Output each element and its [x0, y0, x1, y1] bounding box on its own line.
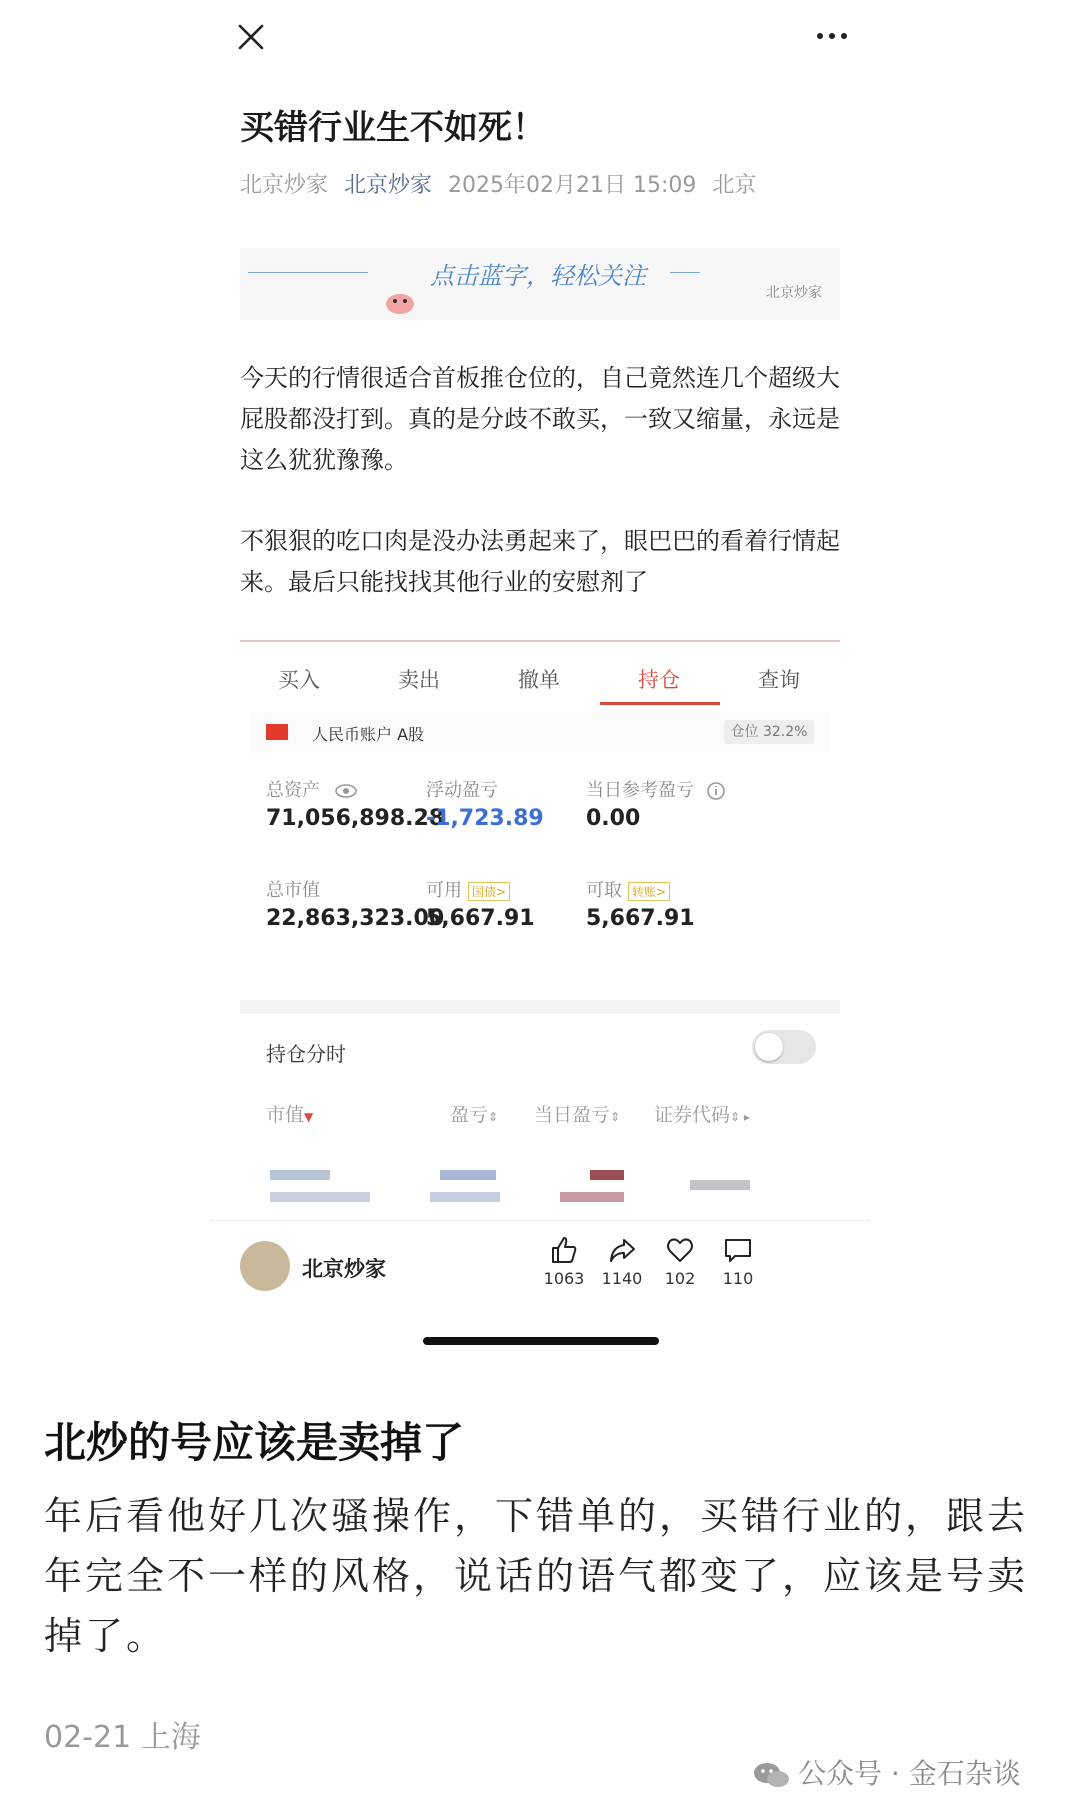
share-button[interactable]: [592, 1235, 652, 1288]
info-icon[interactable]: [706, 781, 726, 801]
account-label: 人民币账户 A股: [312, 725, 425, 744]
thumbs-up-icon: [549, 1235, 579, 1265]
china-flag-icon: [266, 724, 288, 740]
comment-icon: [723, 1235, 753, 1265]
floating-pl-label: 浮动盈亏: [426, 780, 498, 801]
close-icon[interactable]: [236, 22, 266, 52]
publish-location: 北京: [712, 173, 757, 198]
market-value-label: 总市值: [266, 880, 320, 901]
trading-screenshot: [240, 640, 840, 1220]
account-link[interactable]: 北京炒家: [344, 173, 433, 198]
sort-icon: ⇕: [488, 1110, 499, 1124]
tab-cancel[interactable]: 撤单: [518, 668, 560, 692]
post-title: 北炒的号应该是卖掉了: [44, 1418, 465, 1467]
article-title: 买错行业生不如死！: [240, 108, 546, 148]
blurred-cell: [270, 1192, 370, 1202]
blurred-cell: [690, 1180, 750, 1190]
column-label: 盈亏: [450, 1104, 489, 1126]
transfer-tag[interactable]: 转账>: [628, 882, 670, 901]
treasury-tag[interactable]: 国债>: [468, 882, 510, 901]
heart-icon: [665, 1235, 695, 1265]
holdings-intraday-toggle[interactable]: [752, 1030, 816, 1064]
tab-query[interactable]: 查询: [758, 668, 800, 692]
eye-icon[interactable]: [334, 783, 358, 799]
column-label: 市值: [266, 1104, 305, 1126]
banner-source: 北京炒家: [766, 285, 822, 301]
day-pl-value: 0.00: [586, 806, 641, 831]
banner-line-left: [248, 272, 368, 273]
withdrawable-label: [586, 876, 670, 902]
home-indicator[interactable]: [423, 1337, 659, 1345]
favorite-count: 102: [664, 1269, 696, 1288]
blurred-cell: [590, 1170, 624, 1180]
author-name: 北京炒家: [240, 173, 329, 198]
sort-icon: ⇕: [610, 1110, 621, 1124]
total-assets-value: 71,056,898.28: [266, 806, 445, 831]
mascot-icon: [380, 286, 420, 316]
column-market-value[interactable]: [266, 1100, 313, 1127]
article-paragraph: 今天的行情很适合首板推仓位的，自己竟然连几个超级大屁股都没打到。真的是分歧不敢买，一致又缩量，永远是这么犹犹豫豫。: [240, 364, 840, 474]
sort-icon: ▼: [304, 1110, 314, 1124]
footer-author[interactable]: 北京炒家: [302, 1257, 386, 1281]
publish-datetime: 2025年02月21日 15:09: [448, 173, 697, 198]
comment-button[interactable]: [708, 1235, 768, 1288]
wechat-icon: [752, 1760, 792, 1790]
like-button[interactable]: [534, 1235, 594, 1288]
tab-holdings[interactable]: 持仓: [638, 668, 680, 692]
blurred-cell: [560, 1192, 624, 1202]
watermark: [752, 1752, 1021, 1792]
column-pl[interactable]: [450, 1100, 498, 1127]
account-row[interactable]: [250, 712, 830, 752]
article-paragraph: 不狠狠的吃口肉是没办法勇起来了，眼巴巴的看着行情起来。最后只能找找其他行业的安慰剂了: [240, 527, 840, 596]
comment-count: 110: [722, 1269, 754, 1288]
tab-buy[interactable]: 买入: [278, 668, 320, 692]
share-icon: [607, 1235, 637, 1265]
market-value: 22,863,323.00: [266, 906, 445, 931]
top-rule: [240, 640, 840, 642]
active-tab-indicator: [600, 702, 720, 705]
tab-sell[interactable]: 卖出: [398, 668, 440, 692]
section-divider: [240, 1000, 840, 1014]
share-count: 1140: [601, 1269, 643, 1288]
favorite-button[interactable]: [650, 1235, 710, 1288]
day-pl-label: [586, 776, 726, 802]
article-meta: [240, 168, 756, 199]
floating-pl-value: -1,723.89: [426, 806, 544, 831]
post-body: 年后看他好几次骚操作，下错单的，买错行业的，跟去年完全不一样的风格，说话的语气都变了，应该是号卖掉了。: [44, 1494, 1029, 1658]
position-ratio: 仓位 32.2%: [724, 720, 814, 744]
like-count: 1063: [543, 1269, 585, 1288]
blurred-cell: [440, 1170, 496, 1180]
column-day-pl[interactable]: [534, 1100, 620, 1127]
more-icon[interactable]: [812, 24, 852, 48]
total-assets-text: 总资产: [266, 780, 320, 801]
follow-banner[interactable]: [240, 248, 840, 320]
blurred-cell: [270, 1170, 330, 1180]
day-pl-text: 当日参考盈亏: [586, 780, 694, 801]
column-label: 当日盈亏: [534, 1104, 611, 1126]
toggle-knob: [755, 1033, 783, 1061]
article-footer: [210, 1220, 870, 1321]
column-label: 证券代码: [654, 1104, 731, 1126]
post-date: 02-21 上海: [44, 1720, 201, 1755]
avatar[interactable]: [240, 1241, 290, 1291]
blurred-cell: [430, 1192, 500, 1202]
sort-icon: ⇕ ▸: [730, 1110, 750, 1124]
available-label: [426, 876, 510, 902]
banner-line-right: [670, 272, 700, 273]
withdrawable-text: 可取: [586, 880, 622, 901]
banner-text: 点击蓝字，轻松关注: [430, 262, 646, 290]
available-value: 5,667.91: [426, 906, 535, 931]
column-code[interactable]: [654, 1100, 750, 1127]
holdings-intraday-label: 持仓分时: [266, 1042, 346, 1066]
available-text: 可用: [426, 880, 462, 901]
watermark-text: 公众号 · 金石杂谈: [798, 1757, 1021, 1790]
total-assets-label: [266, 776, 358, 802]
withdrawable-value: 5,667.91: [586, 906, 695, 931]
